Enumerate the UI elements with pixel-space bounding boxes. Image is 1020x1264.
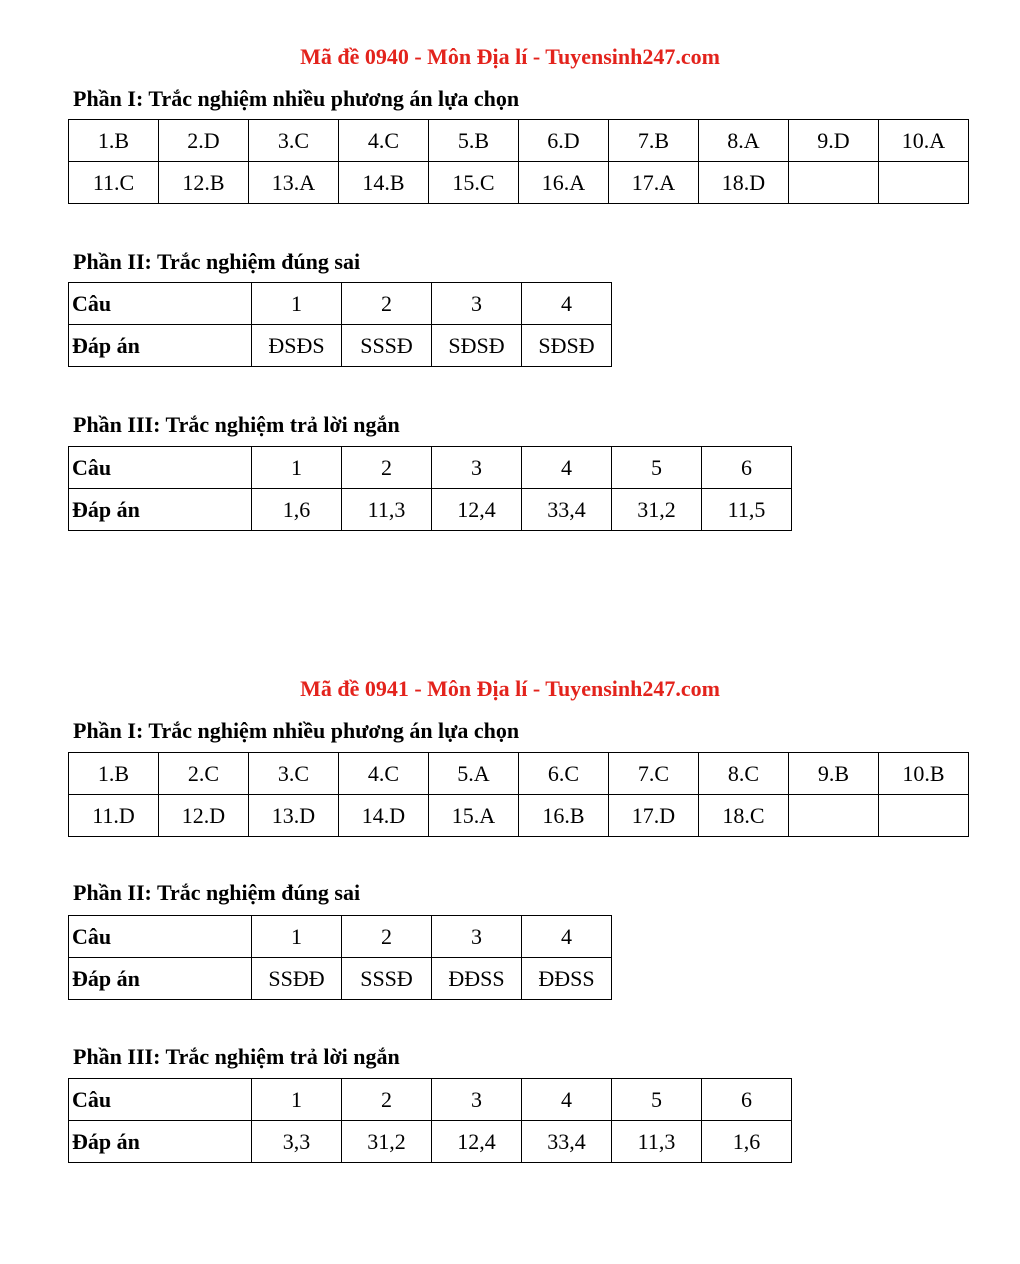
answer-cell: 11.C xyxy=(69,162,159,204)
part2-answer-table xyxy=(68,282,612,367)
answer-cell: 6.C xyxy=(519,753,609,795)
answer-cell: 8.C xyxy=(699,753,789,795)
answer-cell: 5.A xyxy=(429,753,519,795)
answer-cell: 15.A xyxy=(429,795,519,837)
answer-cell: 11,3 xyxy=(342,489,432,531)
question-row-label: Câu xyxy=(69,283,252,325)
answer-cell: SSSĐ xyxy=(342,325,432,367)
answer-cell: 1,6 xyxy=(252,489,342,531)
answer-cell: ĐĐSS xyxy=(432,958,522,1000)
answer-cell: 17.A xyxy=(609,162,699,204)
question-number-cell: 3 xyxy=(432,1079,522,1121)
exam-code-title: Mã đề 0941 - Môn Địa lí - Tuyensinh247.com xyxy=(300,676,720,701)
answer-cell: 1.B xyxy=(69,120,159,162)
question-number-cell: 2 xyxy=(342,1079,432,1121)
answer-cell: 12,4 xyxy=(432,489,522,531)
answer-cell: 4.C xyxy=(339,120,429,162)
question-number-cell: 2 xyxy=(342,283,432,325)
table-row xyxy=(69,120,969,162)
answer-cell: 7.B xyxy=(609,120,699,162)
answer-row-label: Đáp án xyxy=(69,325,252,367)
question-number-cell: 5 xyxy=(612,447,702,489)
question-number-cell: 2 xyxy=(342,916,432,958)
table-row xyxy=(69,916,612,958)
part3-heading: Phần III: Trắc nghiệm trả lời ngắn xyxy=(73,412,400,437)
answer-cell: 16.B xyxy=(519,795,609,837)
table-row xyxy=(69,162,969,204)
table-row xyxy=(69,489,792,531)
answer-cell: 16.A xyxy=(519,162,609,204)
table-row xyxy=(69,283,612,325)
answer-cell: 10.B xyxy=(879,753,969,795)
question-number-cell: 1 xyxy=(252,283,342,325)
answer-cell: SĐSĐ xyxy=(522,325,612,367)
part2-heading: Phần II: Trắc nghiệm đúng sai xyxy=(73,249,361,274)
answer-cell: 3.C xyxy=(249,120,339,162)
answer-cell: 9.D xyxy=(789,120,879,162)
table-row xyxy=(69,1121,792,1163)
part2-answer-table xyxy=(68,915,612,1000)
answer-cell: 4.C xyxy=(339,753,429,795)
answer-cell: 1,6 xyxy=(702,1121,792,1163)
answer-cell: 33,4 xyxy=(522,1121,612,1163)
table-row xyxy=(69,795,969,837)
answer-cell: 15.C xyxy=(429,162,519,204)
answer-cell: 12,4 xyxy=(432,1121,522,1163)
question-number-cell: 1 xyxy=(252,447,342,489)
answer-cell: 11.D xyxy=(69,795,159,837)
answer-cell: SSĐĐ xyxy=(252,958,342,1000)
question-number-cell: 3 xyxy=(432,283,522,325)
answer-cell: 13.D xyxy=(249,795,339,837)
answer-cell: 5.B xyxy=(429,120,519,162)
answer-row-label: Đáp án xyxy=(69,958,252,1000)
answer-cell: SĐSĐ xyxy=(432,325,522,367)
answer-cell: ĐĐSS xyxy=(522,958,612,1000)
question-number-cell: 3 xyxy=(432,916,522,958)
part3-answer-table xyxy=(68,1078,792,1163)
answer-cell: 11,3 xyxy=(612,1121,702,1163)
question-row-label: Câu xyxy=(69,1079,252,1121)
exam-code-title: Mã đề 0940 - Môn Địa lí - Tuyensinh247.com xyxy=(300,44,720,69)
answer-cell xyxy=(789,162,879,204)
answer-cell: 7.C xyxy=(609,753,699,795)
answer-cell: 11,5 xyxy=(702,489,792,531)
table-row xyxy=(69,447,792,489)
answer-cell: SSSĐ xyxy=(342,958,432,1000)
question-number-cell: 5 xyxy=(612,1079,702,1121)
answer-cell: 2.C xyxy=(159,753,249,795)
answer-cell: 3.C xyxy=(249,753,339,795)
question-number-cell: 4 xyxy=(522,916,612,958)
question-number-cell: 6 xyxy=(702,1079,792,1121)
table-row xyxy=(69,1079,792,1121)
answer-cell xyxy=(879,795,969,837)
question-number-cell: 4 xyxy=(522,1079,612,1121)
answer-cell: 33,4 xyxy=(522,489,612,531)
part2-heading: Phần II: Trắc nghiệm đúng sai xyxy=(73,880,361,905)
answer-cell: 18.D xyxy=(699,162,789,204)
answer-cell xyxy=(789,795,879,837)
answer-cell: 12.D xyxy=(159,795,249,837)
answer-cell: 14.D xyxy=(339,795,429,837)
question-row-label: Câu xyxy=(69,916,252,958)
question-number-cell: 1 xyxy=(252,916,342,958)
table-row xyxy=(69,958,612,1000)
answer-cell: 6.D xyxy=(519,120,609,162)
question-number-cell: 4 xyxy=(522,447,612,489)
question-number-cell: 2 xyxy=(342,447,432,489)
part3-answer-table xyxy=(68,446,792,531)
part3-heading: Phần III: Trắc nghiệm trả lời ngắn xyxy=(73,1044,400,1069)
answer-cell: 10.A xyxy=(879,120,969,162)
question-number-cell: 6 xyxy=(702,447,792,489)
question-number-cell: 3 xyxy=(432,447,522,489)
part1-heading: Phần I: Trắc nghiệm nhiều phương án lựa chọn xyxy=(73,718,520,743)
table-row xyxy=(69,325,612,367)
answer-cell: 2.D xyxy=(159,120,249,162)
answer-cell: 13.A xyxy=(249,162,339,204)
table-row xyxy=(69,753,969,795)
answer-cell: 31,2 xyxy=(342,1121,432,1163)
part1-heading: Phần I: Trắc nghiệm nhiều phương án lựa chọn xyxy=(73,86,520,111)
answer-cell: 1.B xyxy=(69,753,159,795)
answer-cell xyxy=(879,162,969,204)
answer-row-label: Đáp án xyxy=(69,1121,252,1163)
answer-cell: ĐSĐS xyxy=(252,325,342,367)
answer-cell: 14.B xyxy=(339,162,429,204)
answer-cell: 17.D xyxy=(609,795,699,837)
answer-row-label: Đáp án xyxy=(69,489,252,531)
part1-answer-table xyxy=(68,119,969,204)
answer-cell: 8.A xyxy=(699,120,789,162)
answer-cell: 12.B xyxy=(159,162,249,204)
answer-cell: 9.B xyxy=(789,753,879,795)
question-row-label: Câu xyxy=(69,447,252,489)
part1-answer-table xyxy=(68,752,969,837)
answer-cell: 18.C xyxy=(699,795,789,837)
question-number-cell: 1 xyxy=(252,1079,342,1121)
question-number-cell: 4 xyxy=(522,283,612,325)
answer-cell: 31,2 xyxy=(612,489,702,531)
answer-cell: 3,3 xyxy=(252,1121,342,1163)
